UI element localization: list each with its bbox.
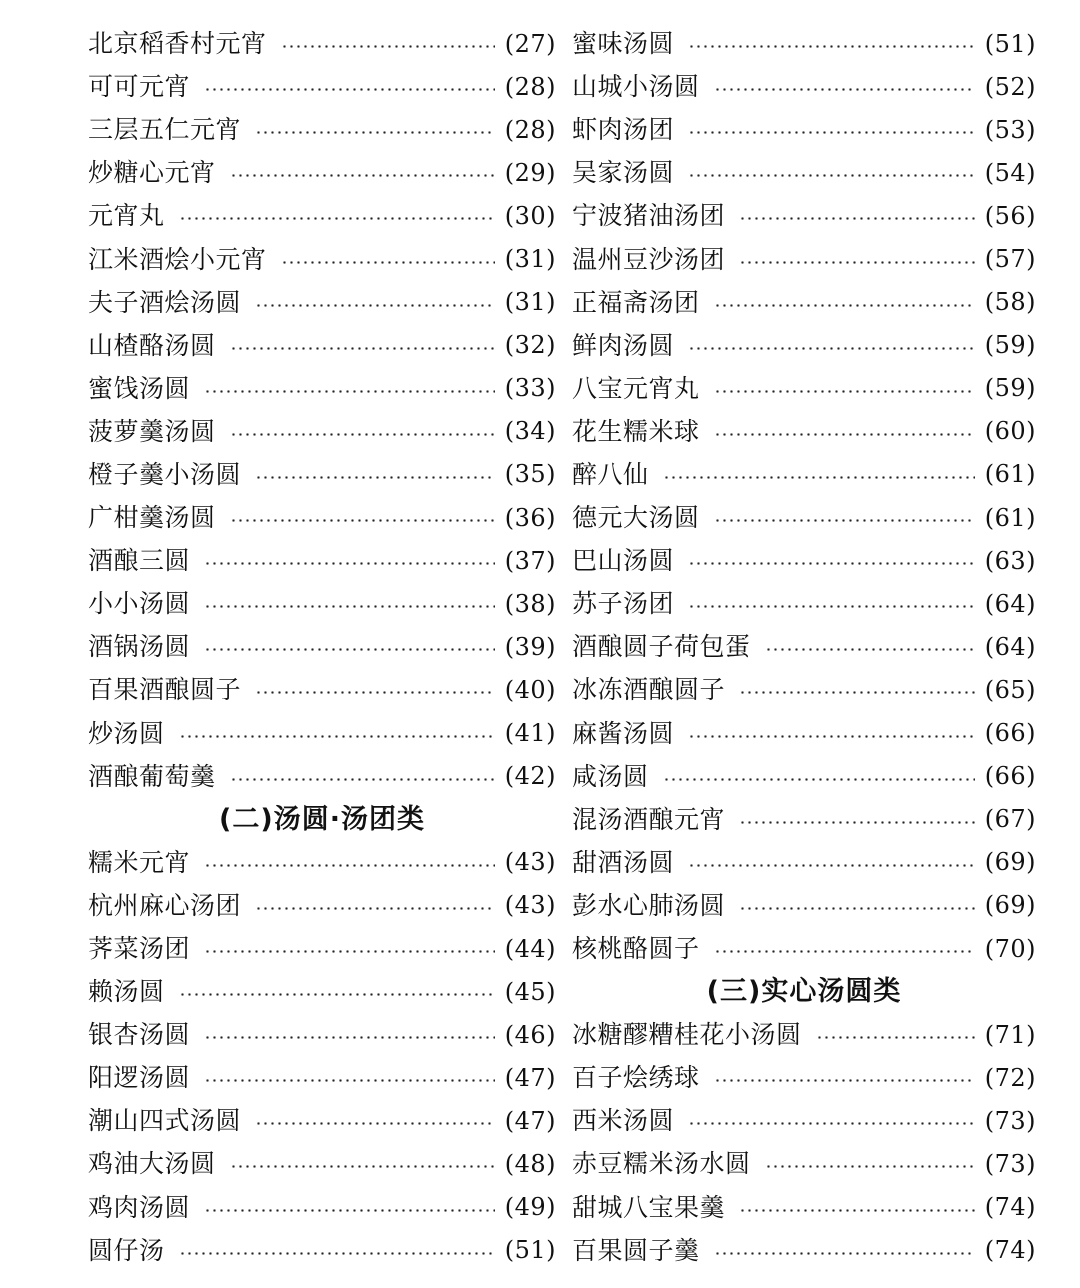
- entry-page-number: (43): [504, 848, 556, 877]
- toc-entry: [572, 151, 1036, 194]
- entry-page-number: (46): [504, 1020, 556, 1049]
- entry-page-number: (64): [984, 632, 1036, 661]
- dot-leader: [204, 648, 495, 651]
- dot-leader: [204, 390, 495, 393]
- toc-entry: [88, 970, 556, 1013]
- dot-leader: [739, 691, 975, 694]
- toc-entry: [572, 22, 1036, 65]
- entry-title: 吴家汤圆: [572, 158, 675, 188]
- entry-title: 广柑羹汤圆: [88, 503, 216, 533]
- entry-page-number: (44): [504, 934, 556, 963]
- toc-entry: [572, 237, 1036, 280]
- entry-title: 杭州麻心汤团: [88, 890, 242, 920]
- entry-page-number: (54): [984, 158, 1036, 187]
- entry-page-number: (31): [504, 245, 556, 274]
- dot-leader: [688, 605, 975, 608]
- toc-entry: [572, 194, 1036, 237]
- entry-title: 蜜味汤圆: [572, 29, 675, 59]
- entry-title: 咸汤圆: [572, 761, 649, 791]
- toc-entry: [572, 453, 1036, 496]
- entry-page-number: (27): [504, 29, 556, 58]
- entry-title: 核桃酪圆子: [572, 934, 700, 964]
- dot-leader: [765, 1165, 975, 1168]
- entry-page-number: (49): [504, 1193, 556, 1222]
- entry-title: 银杏汤圆: [88, 1020, 191, 1050]
- toc-entry: [572, 1229, 1036, 1272]
- toc-entry: [88, 1099, 556, 1142]
- entry-page-number: (32): [504, 331, 556, 360]
- dot-leader: [714, 1252, 975, 1255]
- toc-entry: [572, 410, 1036, 453]
- entry-page-number: (72): [984, 1063, 1036, 1092]
- dot-leader: [688, 864, 975, 867]
- entry-title: 江米酒烩小元宵: [88, 244, 267, 274]
- entry-title: 酒锅汤圆: [88, 632, 191, 662]
- entry-page-number: (29): [504, 158, 556, 187]
- entry-title: 赖汤圆: [88, 977, 165, 1007]
- toc-entry: [572, 65, 1036, 108]
- entry-page-number: (42): [504, 762, 556, 791]
- toc-entry: [88, 668, 556, 711]
- toc-entry: [88, 237, 556, 280]
- dot-leader: [688, 735, 975, 738]
- toc-entry: [572, 1186, 1036, 1229]
- entry-title: 虾肉汤团: [572, 115, 675, 145]
- entry-title: 元宵丸: [88, 201, 165, 231]
- entry-title: 蜜饯汤圆: [88, 373, 191, 403]
- entry-title: 八宝元宵丸: [572, 373, 700, 403]
- entry-title: 酒酿三圆: [88, 546, 191, 576]
- dot-leader: [179, 1252, 495, 1255]
- entry-title: 彭水心肺汤圆: [572, 890, 726, 920]
- entry-title: 百子烩绣球: [572, 1063, 700, 1093]
- toc-entry: [88, 1186, 556, 1229]
- entry-page-number: (31): [504, 288, 556, 317]
- dot-leader: [230, 778, 495, 781]
- entry-title: 百果圆子羹: [572, 1235, 700, 1265]
- toc-entry: [88, 194, 556, 237]
- entry-title: 炒汤圆: [88, 718, 165, 748]
- entry-page-number: (41): [504, 719, 556, 748]
- dot-leader: [688, 1122, 975, 1125]
- toc-entry: [572, 755, 1036, 798]
- toc-entry: [88, 539, 556, 582]
- toc-left-column: [88, 22, 556, 1272]
- entry-page-number: (66): [984, 719, 1036, 748]
- entry-page-number: (71): [984, 1020, 1036, 1049]
- toc-entry: [88, 1013, 556, 1056]
- entry-title: 橙子羹小汤圆: [88, 459, 242, 489]
- dot-leader: [714, 1079, 975, 1082]
- toc-entry: [572, 1056, 1036, 1099]
- toc-entry: [572, 1142, 1036, 1185]
- dot-leader: [255, 907, 495, 910]
- dot-leader: [204, 1079, 495, 1082]
- entry-page-number: (64): [984, 589, 1036, 618]
- toc-entry: [88, 108, 556, 151]
- toc-entry: [88, 582, 556, 625]
- entry-title: 圆仔汤: [88, 1235, 165, 1265]
- dot-leader: [255, 304, 495, 307]
- entry-title: 酒酿圆子荷包蛋: [572, 632, 751, 662]
- toc-entry: [572, 108, 1036, 151]
- dot-leader: [688, 131, 975, 134]
- entry-title: 苏子汤团: [572, 589, 675, 619]
- entry-title: 巴山汤圆: [572, 546, 675, 576]
- toc-entry: [88, 65, 556, 108]
- entry-title: 混汤酒酿元宵: [572, 804, 726, 834]
- toc-entry: [88, 324, 556, 367]
- toc-entry: [572, 625, 1036, 668]
- entry-title: 阳逻汤圆: [88, 1063, 191, 1093]
- toc-entry: [572, 798, 1036, 841]
- entry-title: 三层五仁元宵: [88, 115, 242, 145]
- entry-title: 夫子酒烩汤圆: [88, 287, 242, 317]
- toc-entry: [88, 410, 556, 453]
- toc-entry: [572, 539, 1036, 582]
- entry-page-number: (38): [504, 589, 556, 618]
- entry-title: 德元大汤圆: [572, 503, 700, 533]
- dot-leader: [714, 433, 975, 436]
- dot-leader: [255, 476, 495, 479]
- dot-leader: [663, 476, 975, 479]
- entry-title: 麻酱汤圆: [572, 718, 675, 748]
- entry-page-number: (28): [504, 115, 556, 144]
- entry-page-number: (57): [984, 245, 1036, 274]
- dot-leader: [230, 1165, 495, 1168]
- toc-entry: [88, 151, 556, 194]
- dot-leader: [714, 950, 975, 953]
- dot-leader: [739, 821, 975, 824]
- toc-entry: [572, 927, 1036, 970]
- dot-leader: [230, 347, 495, 350]
- dot-leader: [714, 88, 975, 91]
- toc-entry: [572, 582, 1036, 625]
- toc-entry: [88, 884, 556, 927]
- entry-title: 山城小汤圆: [572, 72, 700, 102]
- entry-page-number: (73): [984, 1149, 1036, 1178]
- dot-leader: [714, 304, 975, 307]
- dot-leader: [765, 648, 975, 651]
- entry-page-number: (58): [984, 288, 1036, 317]
- toc-entry: [88, 1056, 556, 1099]
- toc-entry: [88, 1142, 556, 1185]
- section-heading: (二)汤圆·汤团类: [219, 803, 425, 835]
- dot-leader: [739, 907, 975, 910]
- dot-leader: [204, 562, 495, 565]
- dot-leader: [739, 217, 975, 220]
- entry-title: 鸡肉汤圆: [88, 1192, 191, 1222]
- dot-leader: [179, 993, 495, 996]
- entry-page-number: (56): [984, 201, 1036, 230]
- dot-leader: [204, 605, 495, 608]
- entry-page-number: (40): [504, 675, 556, 704]
- entry-title: 甜酒汤圆: [572, 847, 675, 877]
- entry-page-number: (51): [504, 1236, 556, 1265]
- entry-page-number: (30): [504, 201, 556, 230]
- toc-entry: [88, 712, 556, 755]
- entry-page-number: (28): [504, 72, 556, 101]
- entry-title: 西米汤圆: [572, 1106, 675, 1136]
- dot-leader: [204, 88, 495, 91]
- entry-page-number: (74): [984, 1236, 1036, 1265]
- entry-title: 赤豆糯米汤水圆: [572, 1149, 751, 1179]
- toc-entry: [572, 324, 1036, 367]
- toc-entry: [572, 367, 1036, 410]
- toc-entry: [572, 841, 1036, 884]
- dot-leader: [714, 519, 975, 522]
- dot-leader: [179, 735, 495, 738]
- entry-title: 宁波猪油汤团: [572, 201, 726, 231]
- entry-page-number: (60): [984, 417, 1036, 446]
- entry-page-number: (63): [984, 546, 1036, 575]
- entry-page-number: (51): [984, 29, 1036, 58]
- dot-leader: [688, 347, 975, 350]
- entry-page-number: (33): [504, 374, 556, 403]
- entry-page-number: (69): [984, 891, 1036, 920]
- toc-entry: [88, 927, 556, 970]
- entry-page-number: (59): [984, 374, 1036, 403]
- entry-title: 潮山四式汤圆: [88, 1106, 242, 1136]
- entry-page-number: (61): [984, 503, 1036, 532]
- entry-page-number: (52): [984, 72, 1036, 101]
- entry-title: 醉八仙: [572, 459, 649, 489]
- entry-title: 冰冻酒酿圆子: [572, 675, 726, 705]
- entry-page-number: (39): [504, 632, 556, 661]
- entry-title: 温州豆沙汤团: [572, 244, 726, 274]
- entry-page-number: (37): [504, 546, 556, 575]
- dot-leader: [688, 45, 975, 48]
- dot-leader: [714, 390, 975, 393]
- entry-page-number: (73): [984, 1106, 1036, 1135]
- entry-page-number: (47): [504, 1063, 556, 1092]
- entry-title: 冰糖醪糟桂花小汤圆: [572, 1020, 802, 1050]
- entry-title: 酒酿葡萄羹: [88, 761, 216, 791]
- toc-right-column: [572, 22, 1036, 1272]
- dot-leader: [688, 562, 975, 565]
- entry-page-number: (43): [504, 891, 556, 920]
- entry-title: 荠菜汤团: [88, 934, 191, 964]
- dot-leader: [816, 1036, 975, 1039]
- toc-entry: [88, 625, 556, 668]
- entry-title: 菠萝羹汤圆: [88, 416, 216, 446]
- entry-title: 甜城八宝果羹: [572, 1192, 726, 1222]
- dot-leader: [739, 1209, 975, 1212]
- dot-leader: [281, 45, 495, 48]
- dot-leader: [204, 864, 495, 867]
- dot-leader: [230, 519, 495, 522]
- entry-title: 鸡油大汤圆: [88, 1149, 216, 1179]
- entry-title: 北京稻香村元宵: [88, 29, 267, 59]
- entry-page-number: (69): [984, 848, 1036, 877]
- dot-leader: [255, 1122, 495, 1125]
- toc-entry: [88, 841, 556, 884]
- entry-page-number: (34): [504, 417, 556, 446]
- toc-entry: [572, 1013, 1036, 1056]
- toc-entry: [88, 22, 556, 65]
- entry-page-number: (36): [504, 503, 556, 532]
- toc-entry: [572, 496, 1036, 539]
- dot-leader: [663, 778, 975, 781]
- entry-page-number: (67): [984, 805, 1036, 834]
- toc-entry: [88, 281, 556, 324]
- toc-entry: [88, 453, 556, 496]
- toc-entry: [572, 668, 1036, 711]
- entry-title: 鲜肉汤圆: [572, 330, 675, 360]
- toc-entry: [88, 755, 556, 798]
- entry-page-number: (74): [984, 1193, 1036, 1222]
- entry-title: 小小汤圆: [88, 589, 191, 619]
- dot-leader: [688, 174, 975, 177]
- entry-title: 花生糯米球: [572, 416, 700, 446]
- entry-page-number: (48): [504, 1149, 556, 1178]
- entry-page-number: (66): [984, 762, 1036, 791]
- dot-leader: [281, 261, 495, 264]
- dot-leader: [255, 691, 495, 694]
- entry-title: 正福斋汤团: [572, 287, 700, 317]
- dot-leader: [179, 217, 495, 220]
- entry-page-number: (35): [504, 460, 556, 489]
- entry-title: 炒糖心元宵: [88, 158, 216, 188]
- entry-title: 可可元宵: [88, 72, 191, 102]
- entry-title: 糯米元宵: [88, 847, 191, 877]
- toc-entry: [88, 367, 556, 410]
- toc-entry: [572, 1099, 1036, 1142]
- entry-page-number: (70): [984, 934, 1036, 963]
- entry-page-number: (59): [984, 331, 1036, 360]
- dot-leader: [204, 1036, 495, 1039]
- entry-page-number: (61): [984, 460, 1036, 489]
- toc-entry: [572, 281, 1036, 324]
- entry-page-number: (45): [504, 977, 556, 1006]
- entry-page-number: (53): [984, 115, 1036, 144]
- dot-leader: [204, 950, 495, 953]
- entry-page-number: (47): [504, 1106, 556, 1135]
- entry-page-number: (65): [984, 675, 1036, 704]
- dot-leader: [230, 433, 495, 436]
- toc-entry: [88, 1229, 556, 1272]
- dot-leader: [255, 131, 495, 134]
- dot-leader: [230, 174, 495, 177]
- toc-entry: [572, 884, 1036, 927]
- toc-entry: [88, 496, 556, 539]
- dot-leader: [739, 261, 975, 264]
- entry-title: 山楂酪汤圆: [88, 330, 216, 360]
- entry-title: 百果酒酿圆子: [88, 675, 242, 705]
- section-heading: (三)实心汤圆类: [706, 976, 902, 1008]
- dot-leader: [204, 1209, 495, 1212]
- toc-entry: [572, 712, 1036, 755]
